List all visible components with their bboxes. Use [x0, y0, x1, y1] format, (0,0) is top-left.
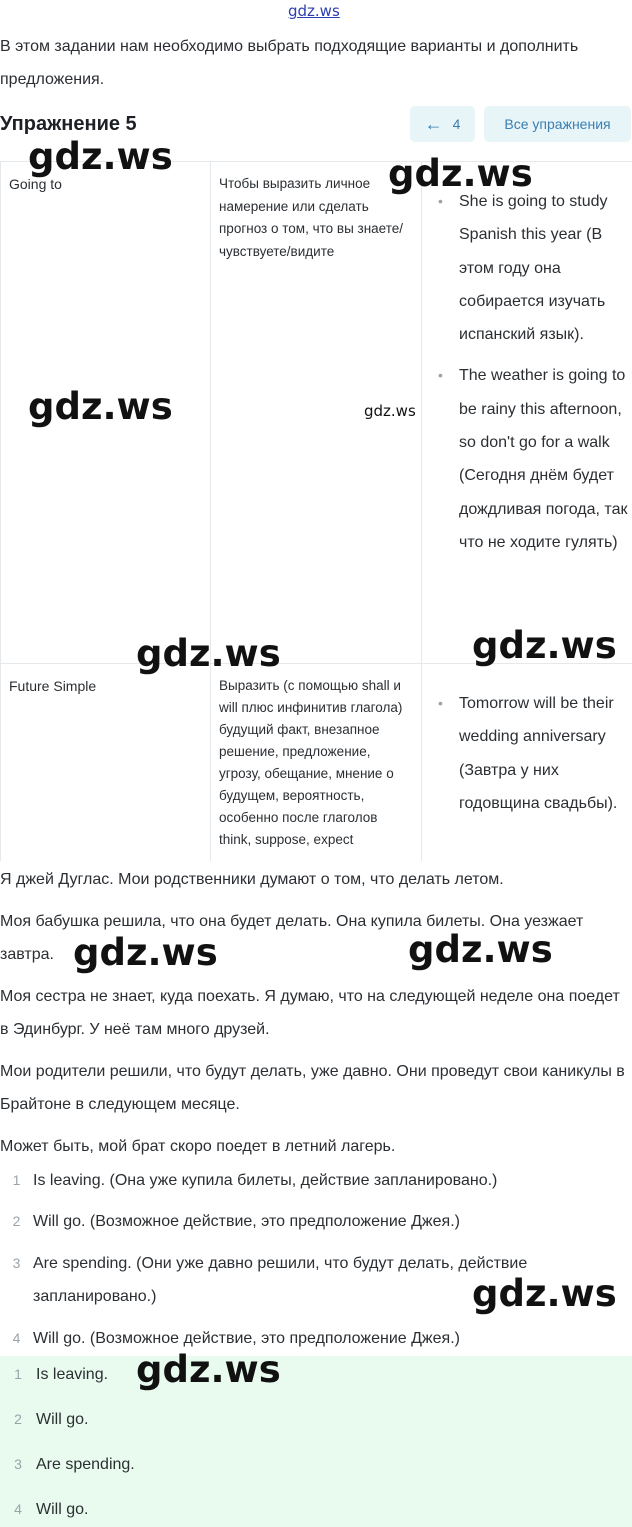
- watermark: gdz.ws: [472, 624, 617, 667]
- item-text: Will go. (Возможное действие, это предположение Джея.): [33, 1330, 460, 1347]
- item-text: Are spending.: [36, 1456, 135, 1473]
- table-cell-name: Going to: [1, 162, 211, 664]
- item-number: 3: [14, 1456, 22, 1472]
- watermark: gdz.ws: [364, 402, 416, 420]
- list-item: • Tomorrow will be their wedding anniversary (Завтра у них годовщина свадьбы).: [426, 687, 628, 820]
- item-number: 4: [12, 1330, 21, 1346]
- item-text: Will go. (Возможное действие, это предположение Джея.): [33, 1213, 460, 1230]
- table-cell-examples: [422, 162, 632, 667]
- story-line: Я джей Дуглас. Мои родственники думают о том, что делать летом.: [0, 871, 504, 888]
- item-text: Are spending. (Они уже давно решили, что будут делать, действие запланировано.): [33, 1255, 528, 1305]
- watermark-top: gdz.ws: [288, 2, 340, 20]
- table-row: [1, 664, 632, 862]
- item-text: Will go.: [36, 1411, 89, 1428]
- prev-exercise-button[interactable]: [410, 106, 475, 142]
- story-line: Моя бабушка решила, что она будет делать. Она купила билеты. Она уезжает завтра.: [0, 913, 584, 963]
- item-number: 2: [14, 1411, 22, 1427]
- answer-item: [0, 1448, 632, 1481]
- item-text: Will go.: [36, 1501, 89, 1518]
- story-line: Может быть, мой брат скоро поедет в летний лагерь.: [0, 1138, 396, 1155]
- all-exercises-button[interactable]: Все упражнения: [484, 106, 631, 142]
- table-cell-examples: [422, 664, 632, 862]
- item-number: 3: [12, 1255, 21, 1271]
- intro-text: В этом задании нам необходимо выбрать подходящие варианты и дополнить предложения.: [0, 38, 579, 88]
- story-line: Моя сестра не знает, куда поехать. Я думаю, что на следующей неделе она поедет в Эдинбург. У неё там много друзей.: [0, 988, 620, 1038]
- watermark: gdz.ws: [388, 152, 533, 195]
- explanation-item: [0, 1322, 632, 1355]
- watermark: gdz.ws: [136, 1348, 281, 1391]
- answer-item: [0, 1493, 632, 1526]
- answer-item: [0, 1358, 632, 1391]
- explanation-item: [0, 1164, 632, 1197]
- item-number: 1: [14, 1366, 22, 1382]
- explanation-item: [0, 1205, 632, 1238]
- grammar-table: [0, 161, 632, 861]
- answer-box: [0, 1356, 632, 1527]
- prev-exercise-label: 4: [452, 116, 461, 132]
- exercise-title: Упражнение 5: [0, 113, 137, 135]
- watermark: gdz.ws: [28, 385, 173, 428]
- item-number: 2: [12, 1213, 21, 1229]
- table-cell-name: Future Simple: [1, 664, 211, 862]
- item-number: 1: [12, 1172, 21, 1188]
- watermark: gdz.ws: [73, 931, 218, 974]
- table-cell-usage: Чтобы выразить личное намерение или сделать прогноз о том, что вы знаете/чувствуете/видите: [211, 162, 422, 664]
- watermark: gdz.ws: [408, 928, 553, 971]
- item-text: Is leaving.: [36, 1366, 109, 1383]
- watermark: gdz.ws: [28, 135, 173, 178]
- grammar-table-container: [0, 161, 632, 861]
- watermark: gdz.ws: [136, 632, 281, 675]
- item-number: 4: [14, 1501, 22, 1517]
- item-text: Is leaving. (Она уже купила билеты, действие запланировано.): [33, 1172, 498, 1189]
- arrow-left-icon: ←: [424, 114, 443, 134]
- list-item: • She is going to study Spanish this year (В этом году она собирается изучать испанский язык).: [426, 185, 628, 351]
- table-cell-usage: Выразить (с помощью shall и will плюс инфинитив глагола) будущий факт, внезапное решение, предложение, угрозу, обещание, мнение о будущем, вероятность, особенно после глаголов think, suppose, expect: [211, 664, 422, 862]
- list-item: • The weather is going to be rainy this afternoon, so don't go for a walk (Сегодня днём будет дождливая погода, так что не ходите гулять): [426, 359, 628, 559]
- watermark: gdz.ws: [472, 1272, 617, 1315]
- answer-item: [0, 1403, 632, 1436]
- story-line: Мои родители решили, что будут делать, уже давно. Они проведут свои каникулы в Брайтоне в следующем месяце.: [0, 1063, 625, 1113]
